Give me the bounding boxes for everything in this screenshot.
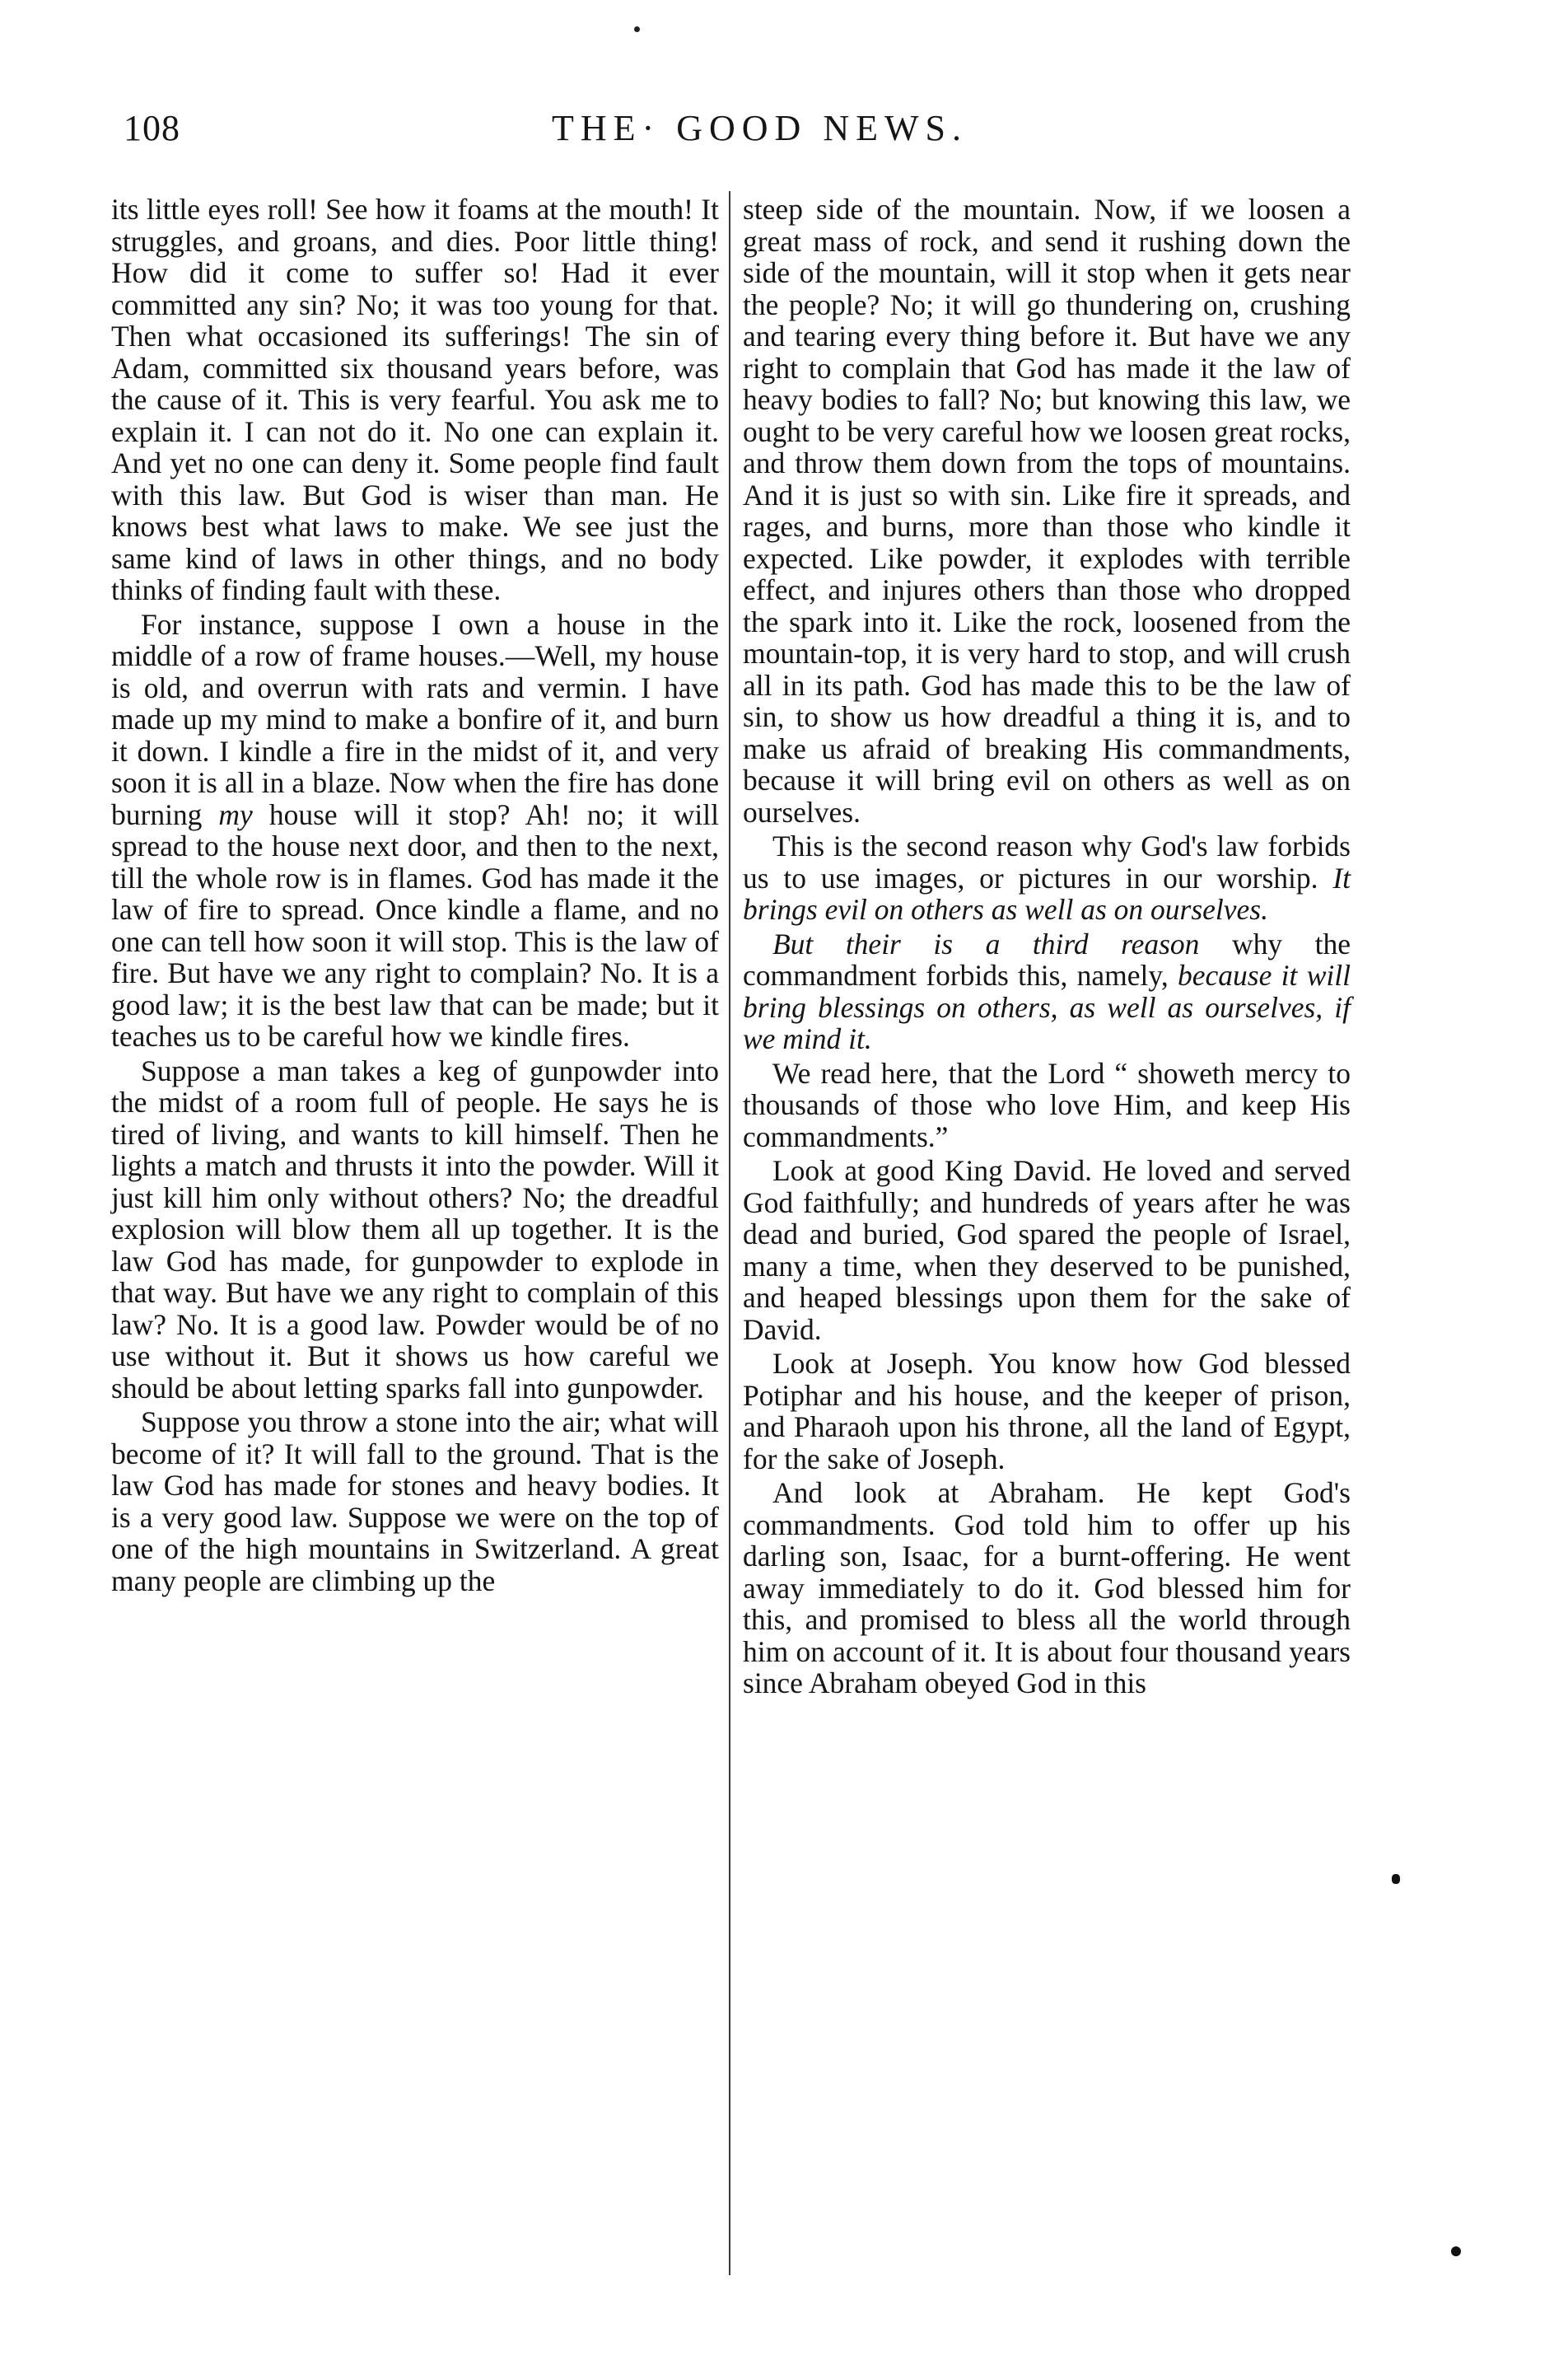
paragraph [743, 830, 1351, 926]
text-run: This is the second reason why God's law forbids us to use images, or pictures in our worship. [743, 830, 1351, 895]
paragraph: Suppose you throw a stone into the air; what will become of it? It will fall to the ground. That is the law God has made for stones and heavy bodies. It is a very good law. Suppose we were on the top of one of the high mountains in Switzerland. A great many people are climbing up the [111, 1405, 719, 1597]
page-header [124, 107, 1396, 165]
column-divider [729, 191, 730, 2275]
paragraph: And look at Abraham. He kept God's commandments. God told him to offer up his darling son, Isaac, for a burnt-offering. He went away immediately to do it. God blessed him for this, and promised to bless all the world through him on account of it. It is about four thousand years since Abraham obeyed God in this [743, 1476, 1351, 1699]
ink-speck [634, 26, 640, 32]
paragraph: its little eyes roll! See how it foams at the mouth! It struggles, and groans, and dies. Poor little thing! How did it come to suffer so! Had it ever committed any sin? No; it was too young for that. Then what occasioned its sufferings! The sin of Adam, committed six thousand years before, was the cause of it. This is very fearful. You ask me to explain it. I can not do it. No one can explain it. And yet no one can deny it. Some people find fault with this law. But God is wiser than man. He knows best what laws to make. We see just the same kind of laws in other things, and no body thinks of finding fault with these. [111, 193, 719, 606]
paragraph: Look at Joseph. You know how God blessed Potiphar and his house, and the keeper of prison, and Pharaoh upon his throne, all the land of Egypt, for the sake of Joseph. [743, 1347, 1351, 1475]
left-column [111, 194, 719, 1599]
text-run: why the commandment forbids this, namely, [743, 927, 1351, 992]
right-column [743, 194, 1351, 1702]
ink-blot [1392, 1874, 1400, 1884]
ink-blot [1451, 2246, 1461, 2256]
paragraph: steep side of the mountain. Now, if we loosen a great mass of rock, and send it rushing down the side of the mountain, will it stop when it gets near the people? No; it will go thundering on, crushing and tearing every thing before it. But have we any right to complain that God has made it the law of heavy bodies to fall? No; but knowing this law, we ought to be very careful how we loosen great rocks, and throw them down from the tops of mountains. And it is just so with sin. Like fire it spreads, and rages, and burns, more than those who kindle it expected. Like powder, it explodes with terrible effect, and injures others than those who dropped the spark into it. Like the rock, loosened from the mountain-top, it is very hard to stop, and will crush all in its path. God has made this to be the law of sin, to show us how dreadful a thing it is, and to make us afraid of breaking His commandments, because it will bring evil on others as well as on ourselves. [743, 193, 1351, 829]
paragraph: We read here, that the Lord “ showeth mercy to thousands of those who love Him, and keep His commandments.” [743, 1056, 1351, 1153]
paragraph [743, 928, 1351, 1055]
text-run: house will it stop? Ah! no; it will spread to the house next door, and then to the next, till the whole row is in flames. God has made it the law of fire to spread. Once kindle a flame, and no one can tell how soon it will stop. This is the law of fire. But have we any right to complain? No. It is a good law; it is the best law that can be made; but it teaches us to be careful how we kindle fires. [111, 797, 719, 1053]
paragraph [111, 609, 719, 1053]
paragraph: Look at good King David. He loved and served God faithfully; and hundreds of years after he was dead and buried, God spared the people of Israel, many a time, when they deserved to be punished, and heaped blessings upon them for the sake of David. [743, 1154, 1351, 1346]
text-run: For instance, suppose I own a house in the middle of a row of frame houses.—Well, my house is old, and overrun with rats and vermin. I have made up my mind to make a bonfire of it, and burn it down. I kindle a fire in the midst of it, and very soon it is all in a blaze. Now when the fire has done burning [111, 607, 719, 831]
italic-text: my [218, 797, 253, 831]
italic-text: But their is a third reason [772, 927, 1200, 960]
italic-text: It brings evil on others as well as on ourselves. [743, 861, 1351, 926]
page-number: 108 [124, 108, 180, 148]
running-title: THE· GOOD NEWS. [552, 108, 968, 148]
italic-text: because it will bring blessings on others, as well as ourselves, if we mind it. [743, 959, 1351, 1055]
paragraph: Suppose a man takes a keg of gunpowder into the midst of a room full of people. He says he is tired of living, and wants to kill himself. Then he lights a match and thrusts it into the powder. Will it just kill him only without others? No; the dreadful explosion will blow them all up together. It is the law God has made, for gunpowder to explode in that way. But have we any right to complain of this law? No. It is a good law. Powder would be of no use without it. But it shows us how careful we should be about letting sparks fall into gunpowder. [111, 1054, 719, 1405]
